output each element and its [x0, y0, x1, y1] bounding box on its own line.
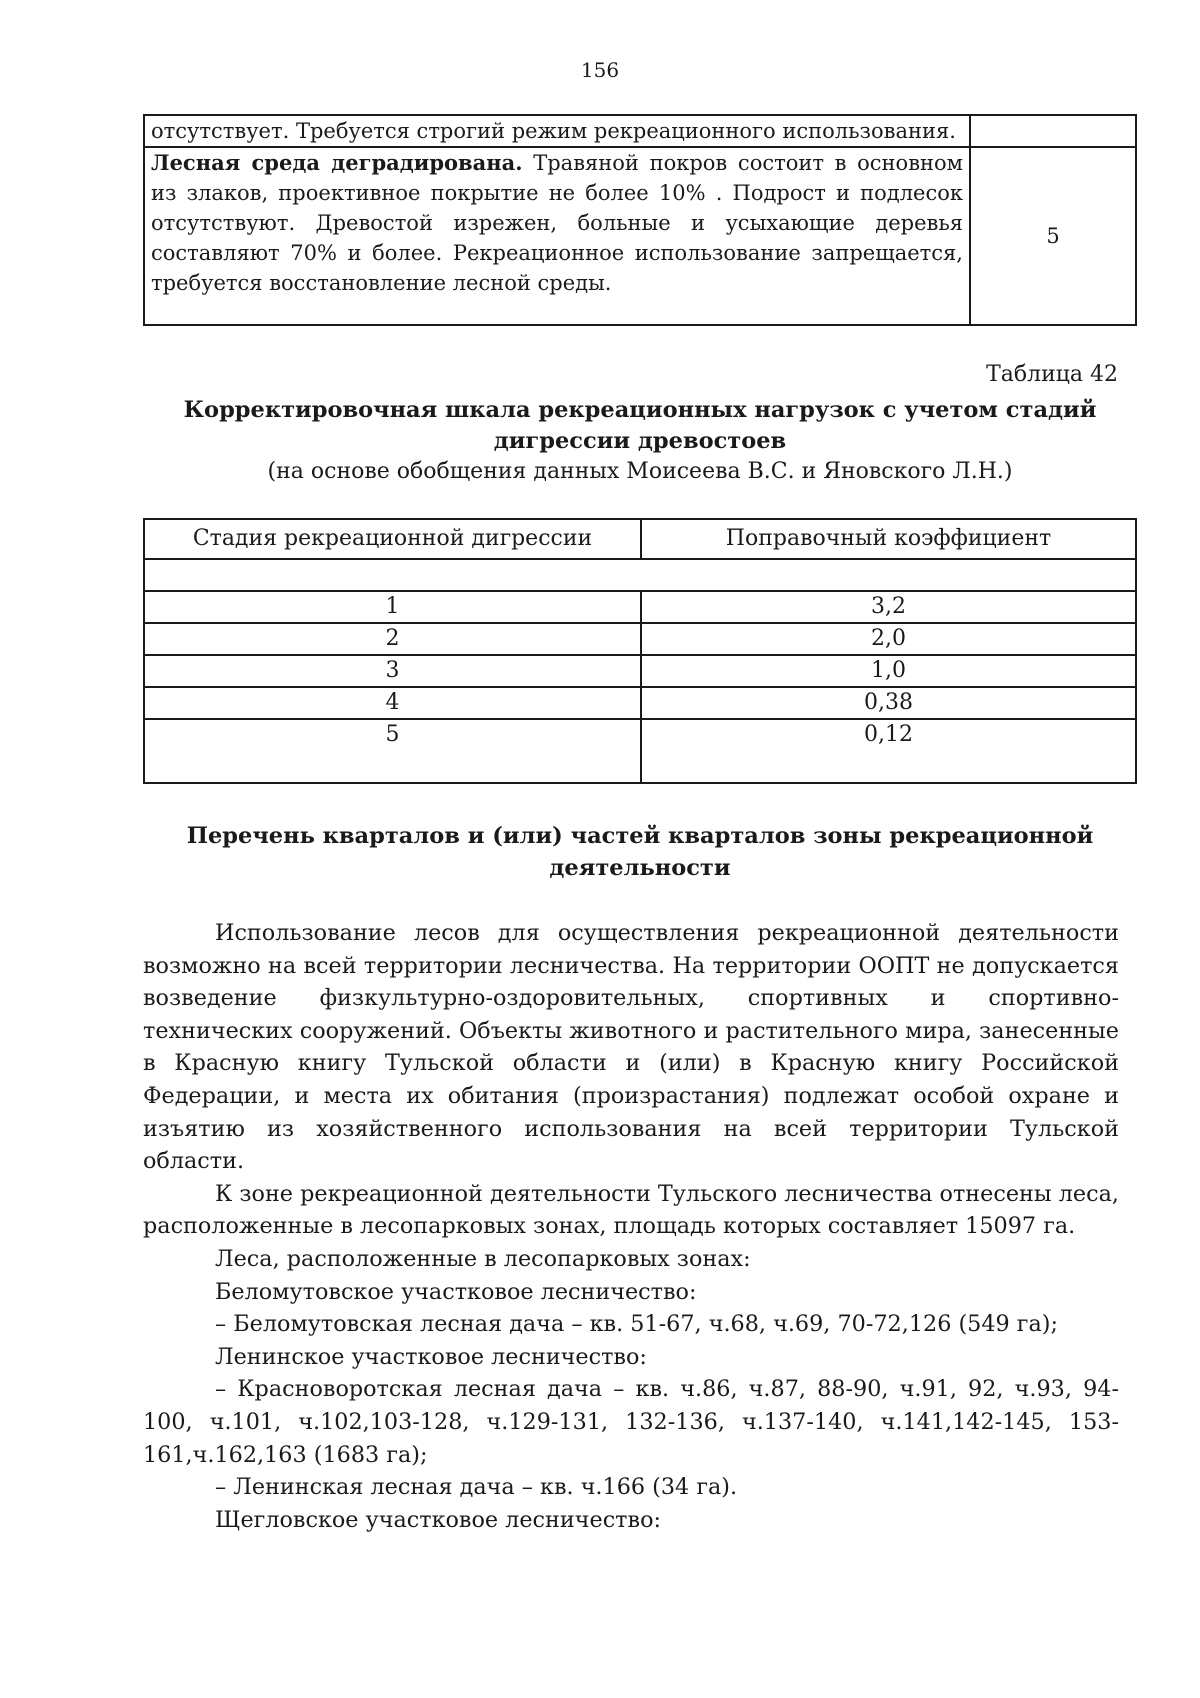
- paragraph: Ленинское участковое лесничество:: [215, 1343, 647, 1370]
- header-stage: Стадия рекреационной дигрессии: [144, 519, 641, 559]
- paragraph: Леса, расположенные в лесопарковых зонах:: [215, 1245, 751, 1272]
- table-cell: [144, 559, 1136, 591]
- table-title: Корректировочная шкала рекреационных нагрузок с учетом стадий дигрессии древостоев: [183, 397, 1097, 454]
- degree-value: 5: [970, 147, 1136, 325]
- table-row: [144, 623, 1136, 655]
- table-row: [144, 147, 1136, 325]
- continuation-table: [143, 114, 1137, 326]
- table-label: Таблица 42: [986, 362, 1118, 387]
- bold-lead: Лесная среда деградирована.: [151, 150, 523, 175]
- paragraph: Беломутовское участковое лесничество:: [215, 1278, 697, 1305]
- coefficient-table: [143, 518, 1137, 784]
- paragraph: – Беломутовская лесная дача – кв. 51-67, ч.68, ч.69, 70-72,126 (549 га);: [215, 1311, 1058, 1338]
- coef-cell: 1,0: [641, 655, 1136, 687]
- cell-text: Травяной покров состоит в основном из злаков, проективное покрытие не более 10% . Подрост и подлесок отсутствуют. Древостой изрежен, больные и усыхающие деревья составляют 70% и более. Рекреационное использование запрещается, требуется восстановление лесной среды.: [151, 151, 963, 295]
- table-row: [144, 687, 1136, 719]
- paragraph: Щегловское участковое лесничество:: [215, 1506, 662, 1533]
- paragraph: Использование лесов для осуществления рекреационной деятельности возможно на всей территории лесничества. На территории ООПТ не допускается возведение физкультурно-оздоровительных, спортивных и спортивно-технических сооружений. Объекты животного и растительного мира, занесенные в Красную книгу Тульской области и (или) в Красную книгу Российской Федерации, и места их обитания (произрастания) подлежат особой охране и изъятию из хозяйственного использования на всей территории Тульской области.: [143, 920, 1119, 1175]
- stage-cell: 2: [144, 623, 641, 655]
- coef-cell: 0,38: [641, 687, 1136, 719]
- paragraph: – Ленинская лесная дача – кв. ч.166 (34 га).: [215, 1474, 738, 1501]
- table-row: [144, 591, 1136, 623]
- table-cell: [970, 115, 1136, 147]
- paragraph: К зоне рекреационной деятельности Тульского лесничества отнесены леса, расположенные в лесопарковых зонах, площадь которых составляет 15097 га.: [143, 1180, 1119, 1240]
- stage-cell: 4: [144, 687, 641, 719]
- table-row: [144, 655, 1136, 687]
- section-title: Перечень кварталов и (или) частей кварталов зоны рекреационной деятельности: [186, 823, 1094, 881]
- coef-cell: 2,0: [641, 623, 1136, 655]
- table-cell: отсутствует. Требуется строгий режим рекреационного использования.: [144, 115, 970, 147]
- coef-cell: 3,2: [641, 591, 1136, 623]
- table-subtitle: (на основе обобщения данных Моисеева В.С. и Яновского Л.Н.): [267, 459, 1013, 484]
- table-row-empty: [144, 559, 1136, 591]
- stage-cell: 1: [144, 591, 641, 623]
- paragraph: – Красноворотская лесная дача – кв. ч.86, ч.87, 88-90, ч.91, 92, ч.93, 94-100, ч.101, ч.102,103-128, ч.129-131, 132-136, ч.137-140, ч.141,142-145, 153-161,ч.162,163 (1683 га);: [143, 1376, 1119, 1468]
- header-coef: Поправочный коэффициент: [641, 519, 1136, 559]
- stage-cell: 5: [144, 719, 641, 783]
- table-cell: [144, 147, 970, 325]
- page-number: 156: [580, 58, 620, 82]
- table-row: [144, 719, 1136, 783]
- stage-cell: 3: [144, 655, 641, 687]
- body-text: [143, 917, 1119, 1536]
- coef-cell: 0,12: [641, 719, 1136, 783]
- table-row: [144, 115, 1136, 147]
- table-header-row: [144, 519, 1136, 559]
